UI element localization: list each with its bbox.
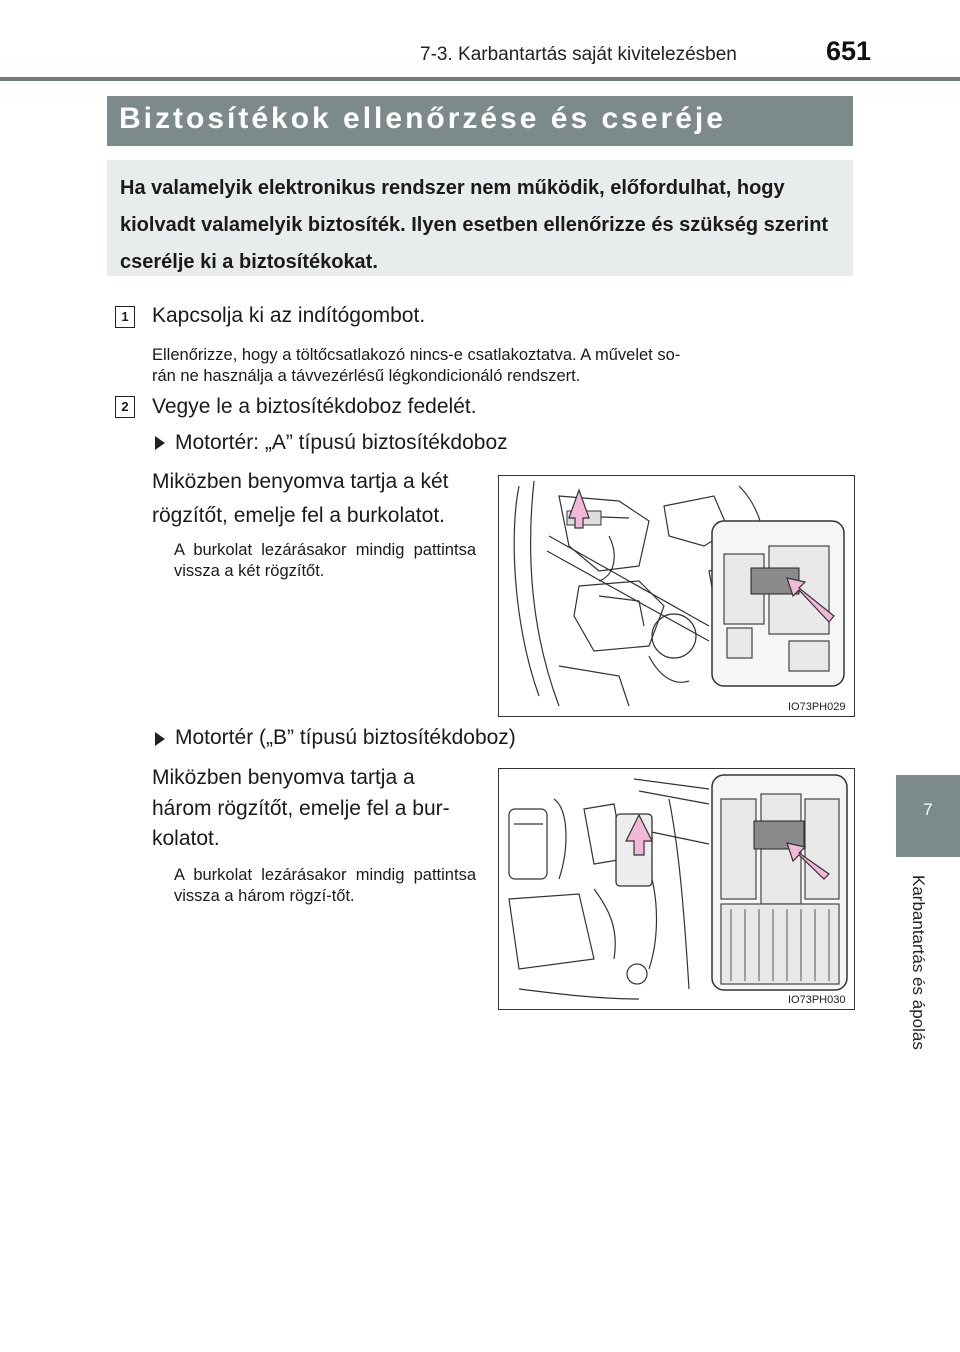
bullet-b-instruction-line-2: három rögzítőt, emelje fel a bur- [152, 797, 450, 820]
bullet-a-instruction-line-1: Miközben benyomva tartja a két [152, 470, 449, 493]
bullet-a-instruction-line-2: rögzítőt, emelje fel a burkolatot. [152, 504, 445, 527]
step-2-text: Vegye le a biztosítékdoboz fedelét. [152, 395, 477, 418]
chapter-label: Karbantartás és ápolás [909, 875, 928, 1050]
page-title: Biztosítékok ellenőrzése és cseréje [119, 102, 726, 135]
intro-text: Ha valamelyik elektronikus rendszer nem működik, előfordulhat, hogy kiolvadt valamelyik biztosíték. Ilyen esetben ellenőrizze és szükség szerint cserélje ki a biztosítékokat. [120, 177, 829, 273]
header-rule [0, 77, 960, 81]
figure-a-code: IO73PH029 [788, 701, 846, 713]
bullet-b-label: Motortér („B” típusú biztosítékdoboz) [175, 726, 516, 749]
step-1-note-line-1: Ellenőrizze, hogy a töltőcsatlakozó nincs-e csatlakoztatva. A művelet so- [152, 346, 681, 364]
engine-bay-illustration-b [499, 769, 854, 1009]
figure-fuse-box-b [498, 768, 855, 1010]
section-header: 7-3. Karbantartás saját kivitelezésben [420, 44, 737, 65]
bullet-a-label: Motortér: „A” típusú biztosítékdoboz [175, 431, 508, 454]
bullet-triangle-icon [155, 732, 165, 746]
bullet-b-note: A burkolat lezárásakor mindig pattintsa vissza a három rögzí-tőt. [174, 866, 476, 905]
engine-bay-illustration-a [499, 476, 854, 716]
step-number-1: 1 [115, 306, 135, 328]
figure-b-code: IO73PH030 [788, 994, 846, 1006]
chapter-number: 7 [923, 800, 933, 819]
bullet-b-instruction-line-1: Miközben benyomva tartja a [152, 766, 415, 789]
step-number-2: 2 [115, 396, 135, 418]
bullet-triangle-icon [155, 436, 165, 450]
bullet-a-note: A burkolat lezárásakor mindig pattintsa vissza a két rögzítőt. [174, 541, 476, 580]
step-1-text: Kapcsolja ki az indítógombot. [152, 304, 426, 327]
bullet-b-instruction-line-3: kolatot. [152, 827, 220, 850]
step-1-note-line-2: rán ne használja a távvezérlésű légkondicionáló rendszert. [152, 367, 581, 385]
page-number: 651 [826, 36, 872, 66]
figure-fuse-box-a [498, 475, 855, 717]
